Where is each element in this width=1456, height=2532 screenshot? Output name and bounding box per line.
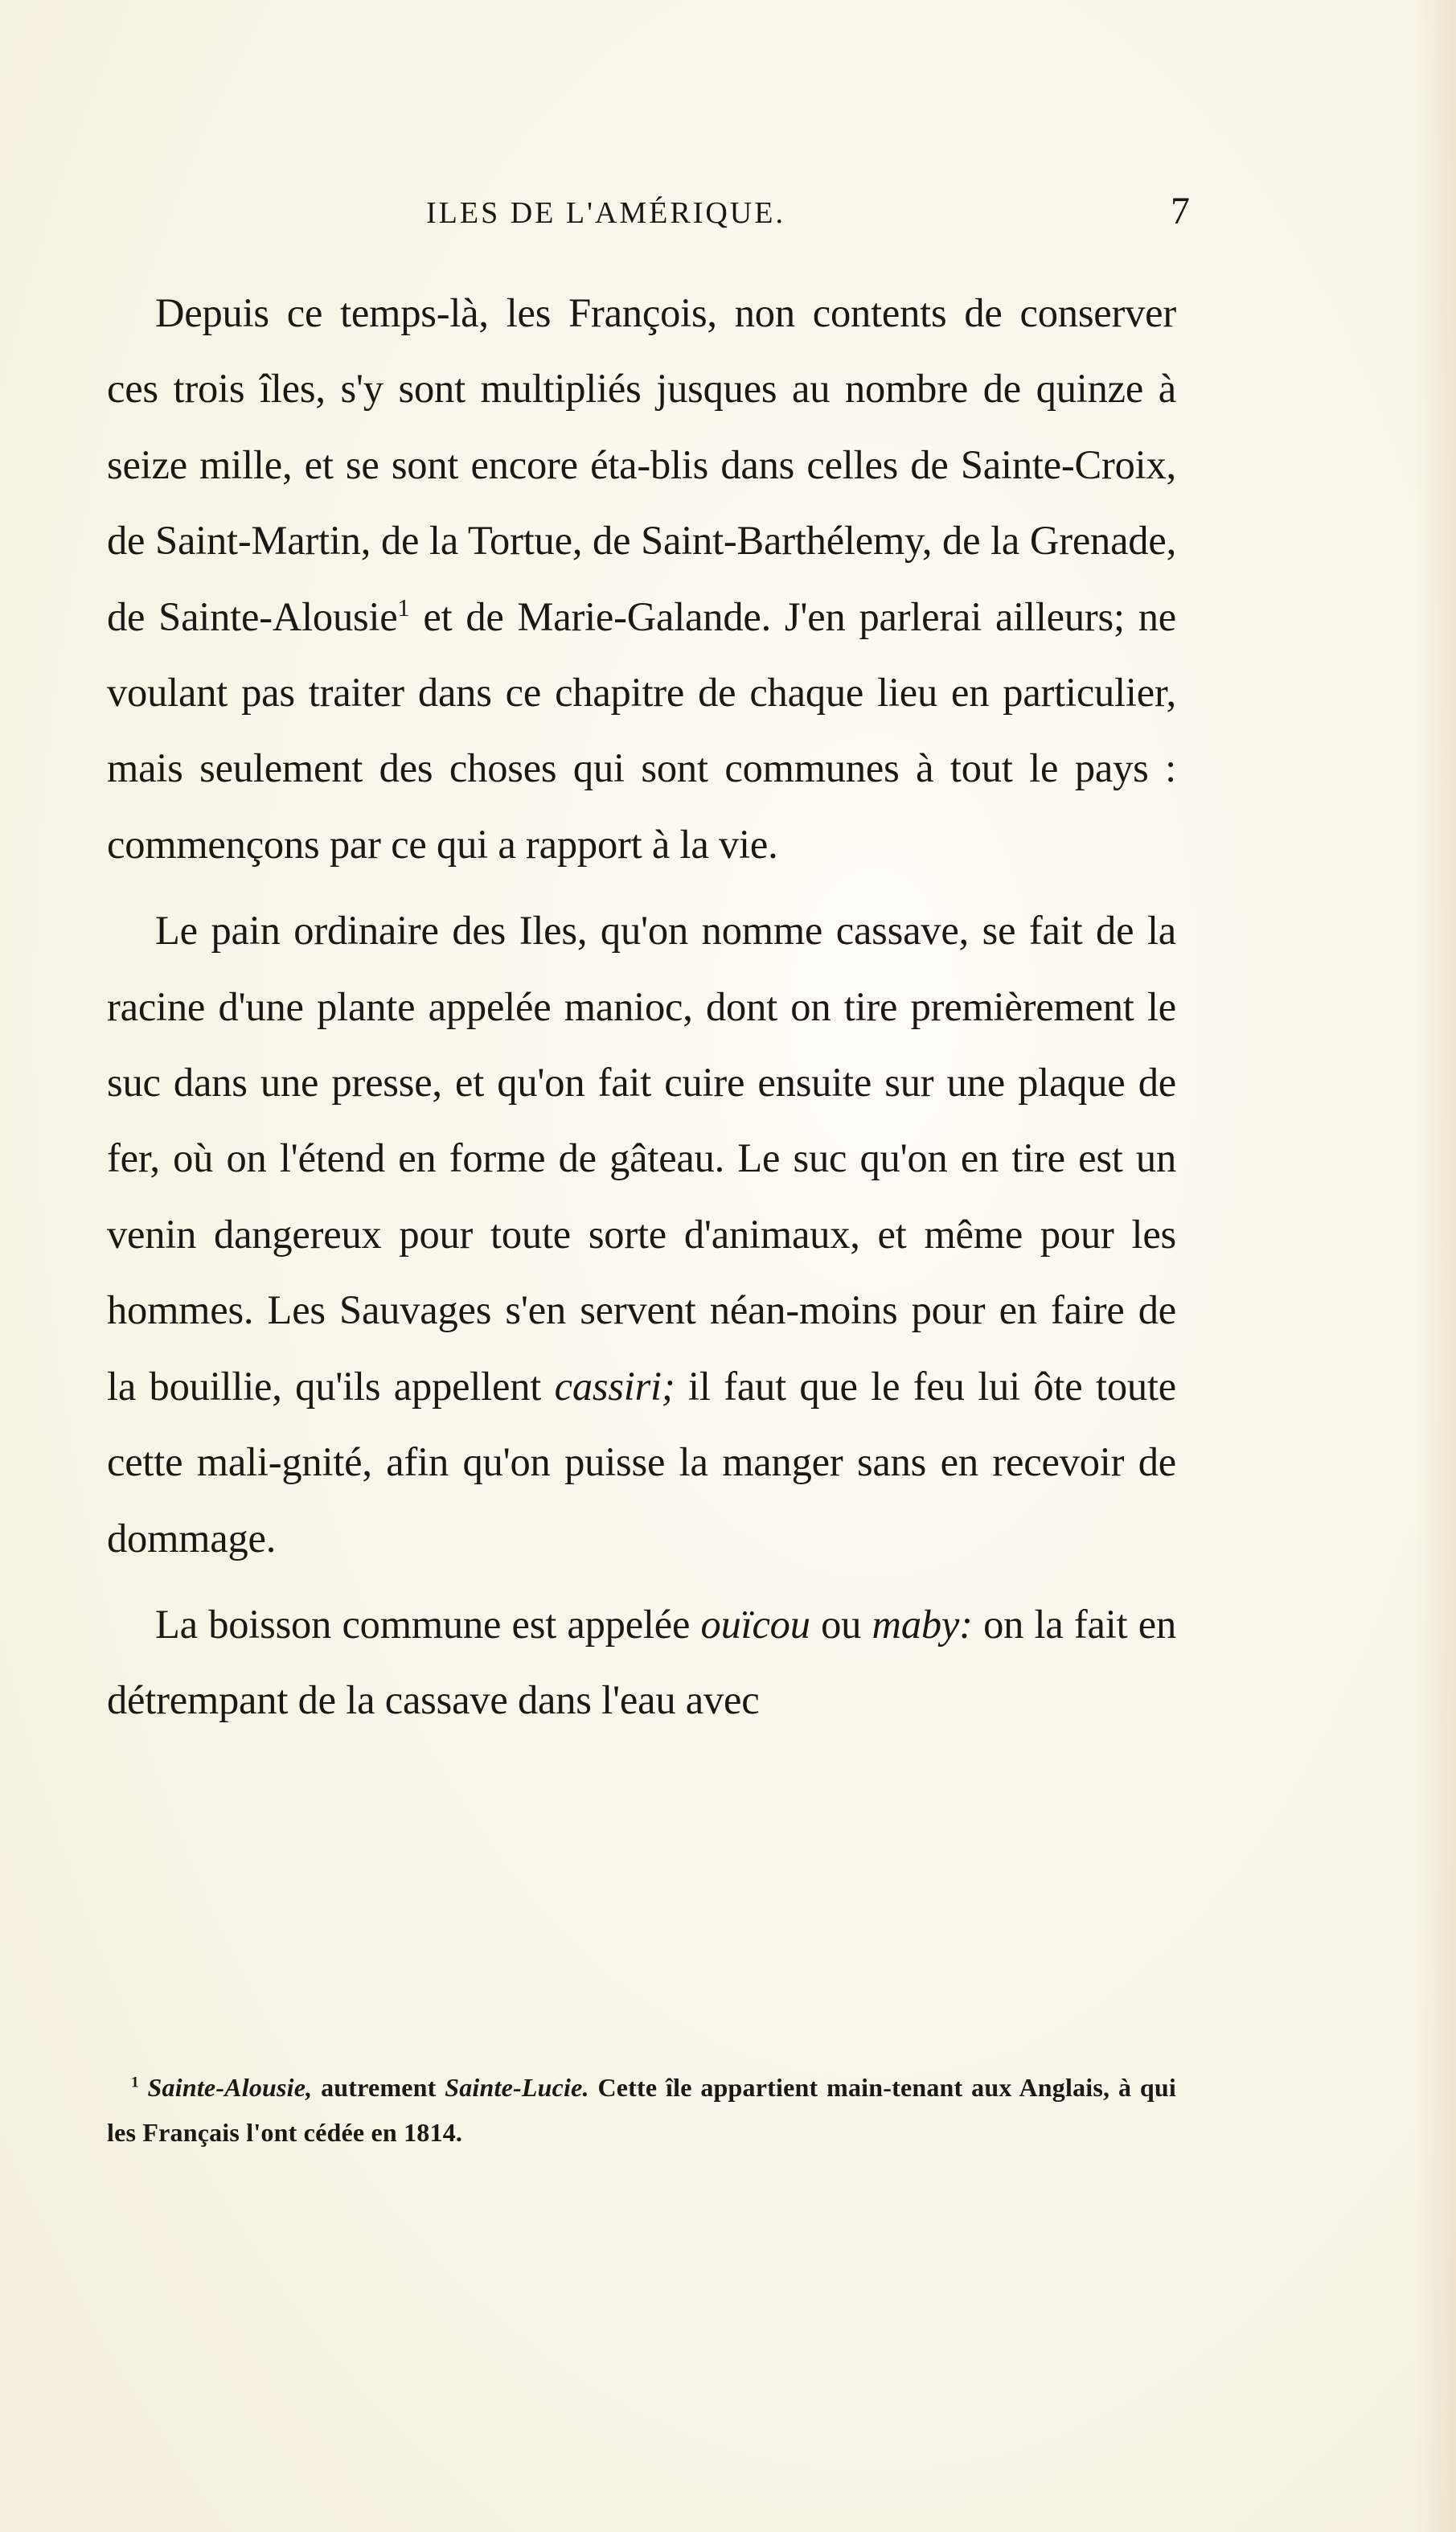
paragraph-1-text-b: et de Marie-Galande. J'en parlerai ailleurs; ne voulant pas traiter dans ce chapitre de chaque lieu en particulier, mais seulement des choses qui sont communes à tout le pays : commençons par ce qui a rapport à la vie. [107, 593, 1177, 867]
term-ouicou: ouïcou [700, 1601, 810, 1647]
footnote-term-sainte-lucie: Sainte-Lucie. [445, 2073, 589, 2102]
footnotes [107, 2065, 1176, 2155]
page-header [426, 189, 1190, 245]
page-number: 7 [1171, 190, 1190, 232]
body-text [107, 275, 1176, 1738]
page-edge-shading [1416, 0, 1456, 2532]
paragraph-3-text-a: La boisson commune est appelée [155, 1601, 701, 1647]
paragraph-2 [107, 893, 1176, 1576]
footnote-term-sainte-alousie: Sainte-Alousie, [147, 2073, 313, 2102]
paragraph-2-text-b: il faut que le feu lui ôte toute cette mali-gnité, afin qu'on puisse la manger sans en recevoir de dommage. [107, 1363, 1176, 1561]
paragraph-3-text-b: on la fait en détrempant de la cassave dans l'eau avec [107, 1601, 1176, 1723]
term-cassiri: cassiri; [554, 1363, 675, 1409]
paragraph-2-text-a: Le pain ordinaire des Iles, qu'on nomme cassave, se fait de la racine d'une plante appelée manioc, dont on tire premièrement le suc dans une presse, et qu'on fait cuire ensuite sur une plaque de fer, où on l'étend en forme de gâteau. Le suc qu'on en tire est un venin dangereux pour toute sorte d'animaux, et même pour les hommes. Les Sauvages s'en servent néan-moins pour en faire de la bouillie, qu'ils appellent [107, 908, 1176, 1409]
paragraph-1-text-a: Depuis ce temps-là, les François, non contents de conserver ces trois îles, s'y sont multipliés jusques au nombre de quinze à seize mille, et se sont encore éta-blis dans celles de Sainte-Croix, de Saint-Martin, de la Tortue, de Saint-Barthélemy, de la Grenade, de Sainte-Alousie [107, 290, 1176, 639]
footnote-1 [107, 2065, 1176, 2155]
footnote-mid: autrement [312, 2073, 445, 2102]
footnote-marker: 1 [131, 2074, 139, 2091]
paragraph-1 [107, 275, 1176, 882]
term-maby: maby: [872, 1601, 973, 1647]
running-head: ILES DE L'AMÉRIQUE. [426, 196, 785, 230]
paragraph-3-mid: ou [810, 1601, 872, 1647]
paragraph-3 [107, 1586, 1176, 1738]
footnote-reference: 1 [397, 593, 410, 622]
footnote-text: Cette île appartient main-tenant aux Anglais, à qui les Français l'ont cédée en 1814. [107, 2073, 1177, 2147]
